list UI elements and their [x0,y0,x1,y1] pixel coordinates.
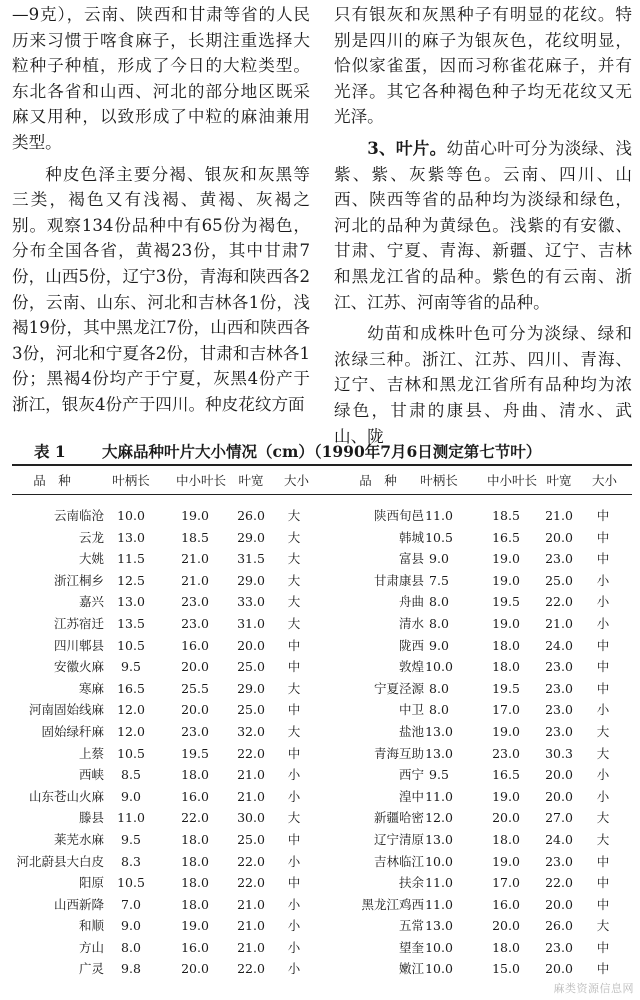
leaflet-length-cell: 18.5 [181,529,209,545]
leaf-width-cell: 22.0 [545,594,573,610]
table-number: 表 1 [34,442,66,461]
variety-cell: 甘肃康县 [373,572,424,588]
leaflet-length-cell: 19.0 [181,918,209,934]
petiole-length-cell: 12.0 [425,810,453,826]
petiole-length-cell: 9.8 [121,961,141,977]
variety-cell: 山东苍山火麻 [28,788,104,804]
leaf-width-cell: 30.0 [237,810,265,826]
leaf-width-cell: 29.0 [237,529,265,545]
paragraph: —9克），云南、陕西和甘肃等省的人民历来习惯于喀食麻子，长期注重选择大粒种子种植，形成了今日的大粒类型。东北各省和山西、河北的部分地区既采麻又用种，以致形成了中粒的麻油兼用类型。 [12,5,310,152]
leaflet-length-cell: 18.0 [492,659,520,675]
variety-cell: 江苏宿迁 [53,615,104,631]
size-cell: 中 [596,508,610,523]
size-cell: 中 [287,831,301,847]
leaflet-length-cell: 19.5 [492,680,520,696]
petiole-length-cell: 10.5 [117,637,145,653]
size-cell: 大 [596,918,610,934]
leaflet-length-cell: 19.5 [492,594,520,610]
petiole-length-cell: 8.0 [429,680,449,696]
leaf-width-cell: 30.3 [545,745,573,761]
leaflet-length-cell: 23.0 [181,594,209,610]
leaflet-length-cell: 16.0 [181,637,209,653]
leaf-width-cell: 25.0 [237,831,265,847]
size-cell: 中 [596,659,610,675]
variety-cell: 清水 [398,615,424,631]
leaflet-length-cell: 18.0 [492,939,520,955]
leaflet-length-cell: 20.0 [181,659,209,675]
size-cell: 大 [596,810,610,826]
leaflet-length-cell: 16.0 [181,788,209,804]
table-row [12,721,632,743]
table-row [12,699,632,721]
leaflet-length-cell: 18.0 [181,875,209,891]
table-row [12,786,632,808]
header-petiole-length: 叶柄长 [112,473,150,488]
leaflet-length-cell: 17.0 [492,875,520,891]
table-row [12,527,632,549]
petiole-length-cell: 10.0 [425,961,453,977]
size-cell: 小 [287,896,301,912]
size-cell: 小 [596,572,610,588]
leaflet-length-cell: 18.0 [181,896,209,912]
size-cell: 大 [287,594,301,610]
petiole-length-cell: 9.5 [121,831,141,847]
variety-cell: 陇西 [398,637,424,653]
header-leaf-width: 叶宽 [546,473,572,488]
variety-cell: 湟中 [398,788,424,804]
size-cell: 大 [287,529,301,545]
size-cell: 中 [287,875,301,891]
leaflet-length-cell: 16.5 [492,767,520,783]
variety-cell: 云南临沧 [53,508,104,523]
petiole-length-cell: 11.5 [117,551,145,567]
leaf-width-cell: 23.0 [545,853,573,869]
variety-cell: 云龙 [78,529,104,545]
leaf-width-cell: 25.0 [237,659,265,675]
size-cell: 小 [596,615,610,631]
size-cell: 大 [596,723,610,739]
header-leaflet-length: 中小叶长 [487,473,538,488]
variety-cell: 嫩江 [398,961,424,977]
petiole-length-cell: 10.5 [425,529,453,545]
variety-cell: 莱芜水麻 [53,831,104,847]
size-cell: 大 [596,745,610,761]
size-cell: 小 [287,767,301,783]
leaflet-length-cell: 18.0 [181,767,209,783]
leaflet-length-cell: 16.5 [492,529,520,545]
variety-cell: 青海互助 [373,745,424,761]
variety-cell: 和顺 [78,918,104,934]
petiole-length-cell: 10.0 [425,659,453,675]
size-cell: 中 [287,745,301,761]
leaf-width-cell: 33.0 [237,594,265,610]
leaf-width-cell: 21.0 [237,918,265,934]
leaf-width-cell: 24.0 [545,637,573,653]
table-row [12,505,632,527]
leaf-width-cell: 29.0 [237,572,265,588]
leaf-width-cell: 21.0 [237,939,265,955]
leaf-width-cell: 21.0 [237,788,265,804]
leaflet-length-cell: 18.5 [492,508,520,523]
leaf-width-cell: 23.0 [545,702,573,718]
leaflet-length-cell: 23.0 [492,745,520,761]
paragraph: 只有银灰和灰黑种子有明显的花纹。特别是四川的麻子为银灰色，花纹明显，恰似家雀蛋，因而习称雀花麻子，并有光泽。其它各种褐色种子均无花纹又无光泽。 [334,5,632,127]
petiole-length-cell: 10.0 [425,853,453,869]
leaf-width-cell: 27.0 [545,810,573,826]
leaflet-length-cell: 18.0 [181,831,209,847]
petiole-length-cell: 10.0 [425,939,453,955]
leaf-width-cell: 25.0 [237,702,265,718]
size-cell: 中 [596,896,610,912]
petiole-length-cell: 8.3 [121,853,141,869]
leaflet-length-cell: 20.0 [181,961,209,977]
leaflet-length-cell: 22.0 [181,810,209,826]
leaflet-length-cell: 23.0 [181,723,209,739]
variety-cell: 滕县 [78,810,104,826]
table-row [12,743,632,765]
variety-cell: 望奎 [398,939,424,955]
header-variety: 品 种 [359,473,397,488]
leaf-width-cell: 24.0 [545,831,573,847]
variety-cell: 宁夏泾源 [373,680,424,696]
petiole-length-cell: 11.0 [117,810,145,826]
variety-cell: 方山 [78,939,104,955]
size-cell: 大 [596,831,610,847]
size-cell: 中 [596,875,610,891]
paragraph: 幼苗和成株叶色可分为淡绿、绿和浓绿三种。浙江、江苏、四川、青海、辽宁、吉林和黑龙江省所有品种均为浓绿色，甘肃的康县、舟曲、清水、武山、陇 [334,324,632,446]
table-row [12,829,632,851]
leaf-width-cell: 29.0 [237,680,265,696]
leaflet-length-cell: 19.0 [492,723,520,739]
watermark: 麻类资源信息网 [553,982,634,995]
paragraph-body: 幼苗心叶可分为淡绿、浅紫、紫、灰紫等色。云南、四川、山西、陕西等省的品种均为淡绿和绿色，河北的品种为黄绿色。浅紫的有安徽、甘肃、宁夏、青海、新疆、辽宁、吉林和黑龙江省的品种。紫色的有云南、浙江、江苏、河南等省的品种。 [334,138,632,312]
variety-cell: 陕西旬邑 [373,508,424,523]
variety-cell: 富县 [398,551,424,567]
petiole-length-cell: 8.0 [121,939,141,955]
petiole-length-cell: 13.0 [117,529,145,545]
size-cell: 小 [287,918,301,934]
table-title: 大麻品种叶片大小情况（cm）（1990年7月6日测定第七节叶） [102,442,542,461]
petiole-length-cell: 8.0 [429,702,449,718]
table-row [12,851,632,873]
left-text-column [12,2,310,418]
size-cell: 大 [287,680,301,696]
petiole-length-cell: 7.0 [121,896,141,912]
petiole-length-cell: 11.0 [425,788,453,804]
leaf-width-cell: 23.0 [545,939,573,955]
table-row [12,894,632,916]
right-text-column [334,2,632,449]
variety-cell: 四川郫县 [53,637,104,653]
petiole-length-cell: 10.5 [117,745,145,761]
leaf-width-cell: 25.0 [545,572,573,588]
petiole-length-cell: 8.5 [121,767,141,783]
variety-cell: 西峡 [78,767,104,783]
petiole-length-cell: 9.0 [121,788,141,804]
variety-cell: 辽宁清原 [373,831,424,847]
leaf-width-cell: 26.0 [237,508,265,523]
petiole-length-cell: 13.0 [117,594,145,610]
leaflet-length-cell: 20.0 [181,702,209,718]
size-cell: 小 [287,939,301,955]
petiole-length-cell: 12.0 [117,723,145,739]
petiole-length-cell: 16.5 [117,680,145,696]
petiole-length-cell: 12.5 [117,572,145,588]
petiole-length-cell: 9.5 [429,767,449,783]
variety-cell: 嘉兴 [78,594,104,610]
leaf-width-cell: 22.0 [545,875,573,891]
table-row [12,807,632,829]
petiole-length-cell: 9.0 [121,918,141,934]
header-size: 大小 [284,473,310,488]
leaflet-length-cell: 19.0 [492,615,520,631]
variety-cell: 黑龙江鸡西 [361,896,424,912]
leaf-width-cell: 22.0 [237,745,265,761]
leaf-width-cell: 23.0 [545,551,573,567]
petiole-length-cell: 11.0 [425,875,453,891]
size-cell: 中 [596,939,610,955]
variety-cell: 上蔡 [78,745,104,761]
variety-cell: 敦煌 [398,659,424,675]
header-size: 大小 [592,473,618,488]
petiole-length-cell: 9.5 [121,659,141,675]
petiole-length-cell: 11.0 [425,896,453,912]
leaf-width-cell: 20.0 [545,896,573,912]
table-row [12,656,632,678]
petiole-length-cell: 13.0 [425,723,453,739]
petiole-length-cell: 13.0 [425,745,453,761]
header-variety: 品 种 [33,473,71,488]
petiole-length-cell: 13.0 [425,831,453,847]
petiole-length-cell: 12.0 [117,702,145,718]
leaflet-length-cell: 18.0 [492,831,520,847]
header-leaf-width: 叶宽 [238,473,264,488]
variety-cell: 五常 [398,918,424,934]
table-row [12,915,632,937]
size-cell: 小 [596,767,610,783]
leaflet-length-cell: 18.0 [492,637,520,653]
variety-cell: 盐池 [398,723,424,739]
table-caption [12,440,632,462]
table-row [12,613,632,635]
table-body [12,505,632,980]
variety-cell: 安徽火麻 [53,659,104,675]
leaf-width-cell: 23.0 [545,723,573,739]
leaflet-length-cell: 21.0 [181,572,209,588]
petiole-length-cell: 7.5 [429,572,449,588]
leaflet-length-cell: 20.0 [492,810,520,826]
size-cell: 中 [596,551,610,567]
paragraph [334,136,632,315]
size-cell: 小 [287,961,301,977]
variety-cell: 舟曲 [398,594,424,610]
leaf-width-cell: 20.0 [237,637,265,653]
size-cell: 小 [287,788,301,804]
table-row [12,678,632,700]
leaf-width-cell: 20.0 [545,767,573,783]
variety-cell: 广灵 [78,961,104,977]
size-cell: 大 [287,572,301,588]
size-cell: 大 [287,551,301,567]
leaflet-length-cell: 19.0 [492,551,520,567]
variety-cell: 山西新降 [53,896,104,912]
variety-cell: 吉林临江 [373,853,424,869]
size-cell: 中 [596,680,610,696]
leaf-width-cell: 22.0 [237,961,265,977]
leaf-width-cell: 20.0 [545,788,573,804]
table-row [12,872,632,894]
leaf-width-cell: 26.0 [545,918,573,934]
petiole-length-cell: 8.0 [429,615,449,631]
leaflet-length-cell: 19.0 [492,853,520,869]
size-cell: 中 [596,637,610,653]
leaflet-length-cell: 15.0 [492,961,520,977]
petiole-length-cell: 9.0 [429,637,449,653]
size-cell: 中 [596,961,610,977]
table-row [12,591,632,613]
variety-cell: 浙江桐乡 [53,572,104,588]
variety-cell: 河南固始线麻 [28,702,104,718]
leaf-width-cell: 20.0 [545,961,573,977]
petiole-length-cell: 10.5 [117,875,145,891]
variety-cell: 大姚 [78,551,104,567]
size-cell: 大 [287,810,301,826]
variety-cell: 韩城 [398,529,424,545]
variety-cell: 寒麻 [78,680,104,696]
size-cell: 中 [596,853,610,869]
leaflet-length-cell: 19.0 [181,508,209,523]
table-row [12,570,632,592]
table-row [12,958,632,980]
leaflet-length-cell: 20.0 [492,918,520,934]
petiole-length-cell: 13.5 [117,615,145,631]
leaflet-length-cell: 17.0 [492,702,520,718]
variety-cell: 西宁 [398,767,424,783]
size-cell: 小 [596,594,610,610]
leaflet-length-cell: 21.0 [181,551,209,567]
variety-cell: 阳原 [78,875,104,891]
table-header [12,471,632,491]
leaf-width-cell: 21.0 [545,508,573,523]
petiole-length-cell: 10.0 [117,508,145,523]
leaf-width-cell: 31.5 [237,551,265,567]
size-cell: 中 [287,637,301,653]
size-cell: 中 [596,529,610,545]
leaflet-length-cell: 16.0 [492,896,520,912]
size-cell: 大 [287,615,301,631]
size-cell: 中 [287,659,301,675]
size-cell: 大 [287,723,301,739]
leaflet-length-cell: 18.0 [181,853,209,869]
header-petiole-length: 叶柄长 [420,473,458,488]
leaf-width-cell: 23.0 [545,659,573,675]
leaflet-length-cell: 25.5 [181,680,209,696]
leaflet-length-cell: 16.0 [181,939,209,955]
table-row [12,937,632,959]
section-heading: 3、叶片。 [367,137,447,158]
leaf-width-cell: 22.0 [237,875,265,891]
petiole-length-cell: 13.0 [425,918,453,934]
table-header-rule [12,494,632,495]
variety-cell: 扶余 [398,875,424,891]
leaf-width-cell: 21.0 [237,896,265,912]
petiole-length-cell: 8.0 [429,594,449,610]
leaf-width-cell: 21.0 [545,615,573,631]
leaf-width-cell: 23.0 [545,680,573,696]
table-row [12,548,632,570]
header-leaflet-length: 中小叶长 [176,473,227,488]
leaflet-length-cell: 19.0 [492,572,520,588]
leaflet-length-cell: 23.0 [181,615,209,631]
leaf-width-cell: 32.0 [237,723,265,739]
petiole-length-cell: 9.0 [429,551,449,567]
size-cell: 大 [287,508,301,523]
variety-cell: 中卫 [398,702,424,718]
table-row [12,635,632,657]
leaf-width-cell: 22.0 [237,853,265,869]
table-top-rule [12,464,632,466]
variety-cell: 新疆哈密 [373,810,424,826]
size-cell: 小 [596,702,610,718]
size-cell: 小 [596,788,610,804]
size-cell: 小 [287,853,301,869]
leaflet-length-cell: 19.0 [492,788,520,804]
size-cell: 中 [287,702,301,718]
leaf-width-cell: 21.0 [237,767,265,783]
table-row [12,764,632,786]
leaflet-length-cell: 19.5 [181,745,209,761]
leaf-width-cell: 31.0 [237,615,265,631]
leaf-width-cell: 20.0 [545,529,573,545]
variety-cell: 河北蔚县大白皮 [16,853,104,869]
variety-cell: 固始绿秆麻 [41,723,104,739]
petiole-length-cell: 11.0 [425,508,453,523]
paragraph: 种皮色泽主要分褐、银灰和灰黑等三类，褐色又有浅褐、黄褐、灰褐之别。观察134份品种中有65份为褐色，分布全国各省，黄褐23份，其中甘肃7份，山西5份，辽宁3份，青海和陕西各2份，云南、山东、河北和吉林各1份，浅褐19份，其中黑龙江7份，山西和陕西各3份，河北和宁夏各2份，甘肃和吉林各1份；黑褐4份均产于宁夏，灰黑4份产于浙江，银灰4份产于四川。种皮花纹方面 [12,164,310,414]
